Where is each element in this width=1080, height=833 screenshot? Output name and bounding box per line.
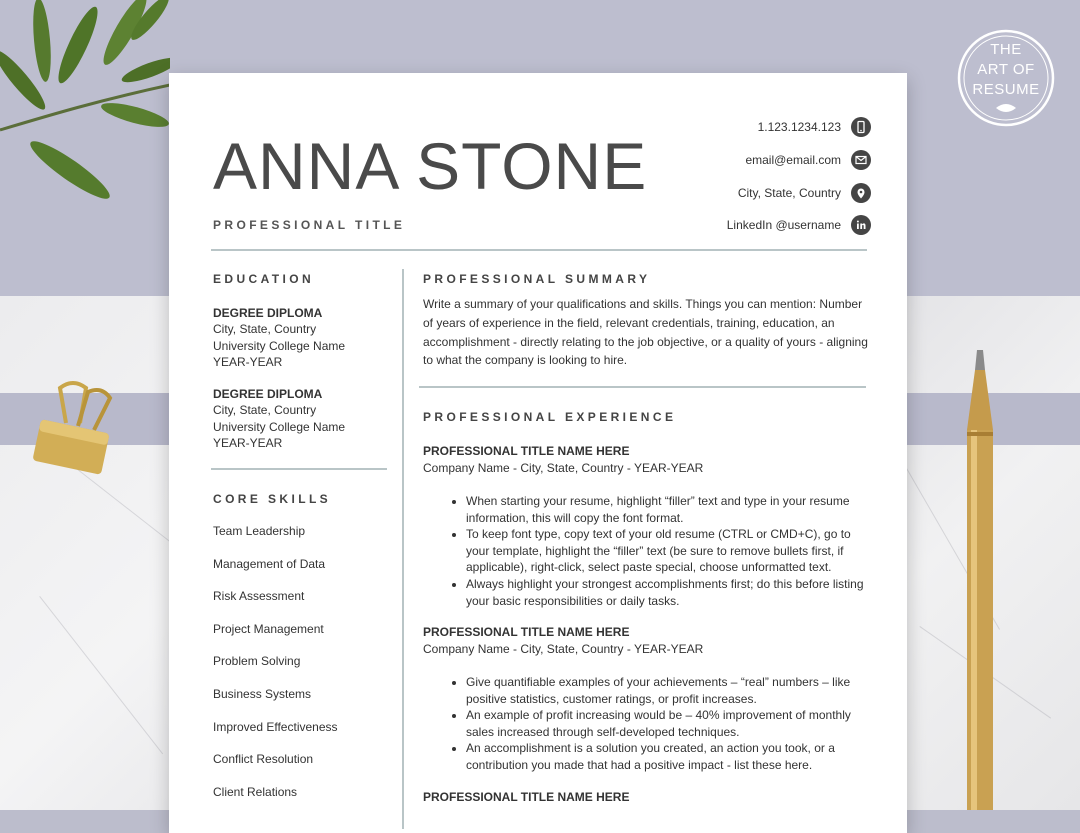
linkedin-icon — [851, 215, 871, 235]
job-bullets — [423, 674, 873, 774]
skill-item: Client Relations — [213, 784, 298, 799]
job-bullet: • To keep font type, copy text of your old resume (CTRL or CMD+C), go to your template, highlight the “filler” text (be sure to remove bullets first, if applicable), right-click, select paste special, choose unformatted text. — [466, 526, 873, 576]
contact-phone — [611, 111, 871, 144]
logo-line-2: ART OF — [977, 61, 1035, 78]
summary-divider — [419, 386, 866, 388]
skill-item: Management of Data — [213, 556, 326, 571]
resume-page — [169, 73, 907, 833]
education-location: City, State, Country — [213, 403, 317, 418]
job-entry — [423, 789, 873, 806]
phone-text: 1.123.1234.123 — [757, 120, 841, 135]
education-location: City, State, Country — [213, 322, 317, 337]
school-name: University College Name — [213, 419, 346, 434]
location-pin-icon — [851, 183, 871, 203]
location-text: City, State, Country — [737, 185, 841, 200]
experience-heading: PROFESSIONAL EXPERIENCE — [423, 410, 677, 424]
skill-item: Conflict Resolution — [213, 752, 314, 767]
header-divider — [211, 249, 867, 251]
column-divider — [402, 269, 404, 829]
skill-item: Business Systems — [213, 686, 312, 701]
binder-clip-icon — [28, 378, 123, 488]
pen-icon — [955, 350, 1005, 810]
logo-line-3: RESUME — [972, 81, 1040, 98]
logo-text — [956, 40, 1056, 100]
job-bullet: • An accomplishment is a solution you created, an action you took, or a contribution you made that had a positive impact - list these here. — [466, 740, 873, 773]
logo-line-1: THE — [990, 41, 1022, 58]
linkedin-text: LinkedIn @username — [726, 218, 841, 233]
degree: DEGREE DIPLOMA — [213, 387, 323, 401]
education-years: YEAR-YEAR — [213, 435, 283, 450]
education-heading: EDUCATION — [213, 272, 315, 286]
resume-name: ANNA STONE — [213, 129, 648, 203]
degree: DEGREE DIPLOMA — [213, 306, 323, 320]
job-bullets — [423, 493, 873, 609]
skill-item: Improved Effectiveness — [213, 719, 338, 734]
contact-linkedin — [611, 209, 871, 242]
skill-item: Problem Solving — [213, 654, 301, 669]
education-years: YEAR-YEAR — [213, 354, 283, 369]
job-title: PROFESSIONAL TITLE NAME HERE — [423, 444, 630, 458]
job-company: Company Name - City, State, Country - YEAR-YEAR — [423, 641, 704, 656]
job-title: PROFESSIONAL TITLE NAME HERE — [423, 790, 630, 804]
job-title: PROFESSIONAL TITLE NAME HERE — [423, 625, 630, 639]
skill-item: Risk Assessment — [213, 589, 305, 604]
email-icon — [851, 150, 871, 170]
skill-item: Team Leadership — [213, 524, 306, 538]
left-divider — [211, 468, 387, 470]
job-entry — [423, 443, 873, 609]
skill-item: Project Management — [213, 621, 324, 636]
education-entry — [213, 386, 393, 451]
phone-icon — [851, 117, 871, 137]
contact-email — [611, 144, 871, 177]
job-bullet: • Always highlight your strongest accomplishments first; do this before listing your basic responsibilities or daily tasks. — [466, 576, 873, 609]
contact-location — [611, 176, 871, 209]
job-bullet: • When starting your resume, highlight “filler” text and type in your resume information, this will copy the font format. — [466, 493, 873, 526]
core-skills-list — [213, 523, 393, 816]
summary-text: Write a summary of your qualifications and skills. Things you can mention: Number of years of experience in the field, relevant credentials, training, education, an accomplishment - directly relating to the job objective, or a quality of yours - aligning to what the company is looking to hire. — [423, 297, 868, 368]
job-company: Company Name - City, State, Country - YEAR-YEAR — [423, 460, 704, 475]
core-skills-heading: CORE SKILLS — [213, 492, 332, 506]
olive-branch-icon — [0, 0, 170, 215]
education-entry — [213, 305, 393, 370]
job-bullet: • An example of profit increasing would be – 40% improvement of monthly sales increased through self-developed techniques. — [466, 707, 873, 740]
job-bullet: • Give quantifiable examples of your achievements – “real” numbers – like positive statistics, customer ratings, or profit increases. — [466, 674, 873, 707]
email-text: email@email.com — [745, 153, 841, 168]
summary-heading: PROFESSIONAL SUMMARY — [423, 272, 651, 286]
professional-title: PROFESSIONAL TITLE — [213, 218, 406, 232]
contact-block — [611, 111, 871, 242]
job-entry — [423, 624, 873, 774]
school-name: University College Name — [213, 338, 346, 353]
